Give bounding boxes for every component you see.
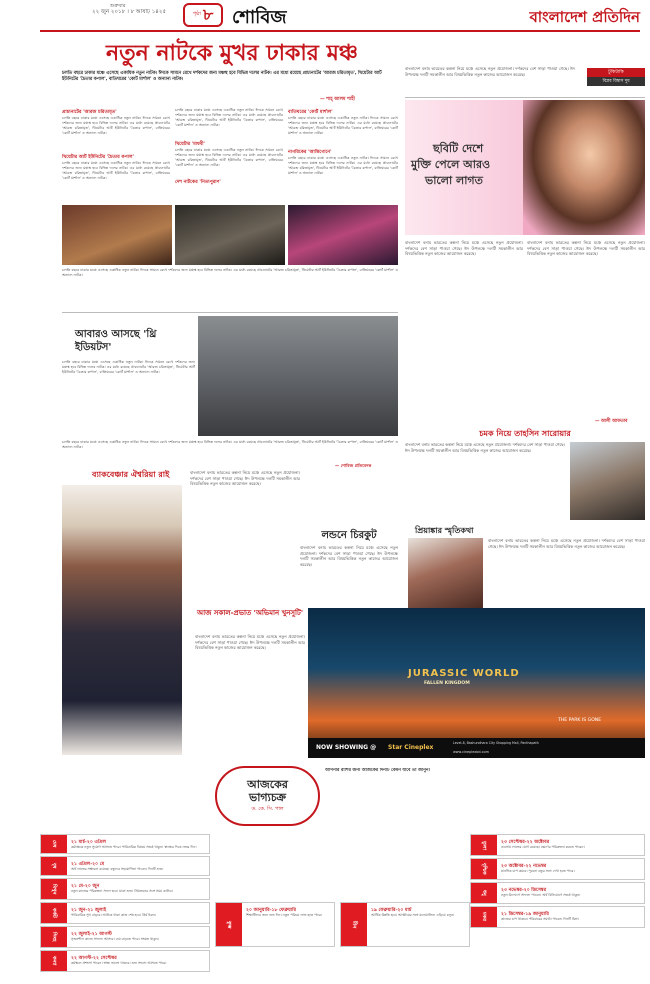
movie-subtitle: THE PARK IS GONE (558, 718, 602, 723)
venue: Star Cineplex (388, 744, 434, 751)
zodiac-cell (215, 902, 335, 947)
horoscope-title-box (215, 766, 320, 826)
page-label: পৃষ্ঠা (192, 11, 201, 17)
theatre-photo-2 (175, 205, 285, 265)
lead-sub-4: দেশ নাটকের 'নিত্যপুরাণ' (175, 180, 221, 185)
priyanka-headline: প্রিয়াঙ্কার স্মৃতিকথা (415, 526, 474, 535)
page-number: ৮ (202, 4, 214, 24)
zodiac-sign-date: ২১ জুন-২১ জুলাই (71, 908, 107, 913)
band-photo (198, 316, 398, 436)
aishwarya-text: বাংলাদেশ বনাম ভারতের কল্পনা নিয়ে মঞ্চে এসেছে নতুন প্রযোজনা। দর্শকদের বেশ সাড়া পাওয়া গেছে। ঈদ উপলক্ষে দলটি সমকালীন আর বিষয়ভিত্তিক নতুন কাজের আয়োজন করেছে। (190, 470, 300, 487)
zodiac-sign-date: ২১ মার্চ-২০ এপ্রিল (71, 840, 107, 845)
priyanka-photo (408, 538, 483, 608)
zodiac-sign-text: মানসিক চাপ কমবে। পুরনো বন্ধুর সঙ্গে দেখা হতে পারে। (501, 869, 575, 873)
zodiac-sign-text: পারিবারিক সুখ বাড়বে। আটকে থাকা কাজ শেষ হবে। ধৈর্য ধরুন। (71, 913, 157, 917)
priyanka-text: বাংলাদেশ বনাম ভারতের কল্পনা নিয়ে মঞ্চে এসেছে নতুন প্রযোজনা। দর্শকদের বেশ সাড়া পাওয়া গেছে। ঈদ উপলক্ষে দলটি সমকালীন আর বিষয়ভিত্তিক নতুন কাজের আয়োজন করেছে। (488, 538, 645, 549)
movie-ad (308, 608, 645, 758)
zodiac-sign-date: ২০ জানুয়ারি-১৮ ফেব্রুয়ারি (246, 908, 297, 913)
lead-col3-text: চলতি বছরে ঢাকার মঞ্চে এসেছে একাধিক নতুন নাটক। ঈদকে সামনে রেখে দর্শকদের জন্য মঞ্চস্থ হবে বিভিন্ন দলের নাটক। এর মধ্যে রয়েছে প্রাচ্যনাটের 'আরজ চরিতামৃত', থিয়েটার আর্ট ইউনিটের 'চৈতার কপাল', বাতিঘরের 'কোর্ট মার্শাল' ও অন্যান্য নাটক। (288, 116, 398, 135)
side-box-tag-title: বিপ্লব বিশ্বাস দুধ (587, 77, 645, 86)
zodiac-sign-date: ২১ মে-২০ জুন (71, 884, 100, 889)
lead-byline: — শাহ্ আলম শাহী (320, 97, 355, 102)
band-caption-text: চলতি বছরে ঢাকার মঞ্চে এসেছে একাধিক নতুন নাটক। ঈদকে সামনে রেখে দর্শকদের জন্য মঞ্চস্থ হবে বিভিন্ন দলের নাটক। এর মধ্যে রয়েছে প্রাচ্যনাটের 'আরজ চরিতামৃত', থিয়েটার আর্ট ইউনিটের 'চৈতার কপাল', বাতিঘরের 'কোর্ট মার্শাল' ও অন্যান্য নাটক। (62, 440, 398, 449)
horoscope-intro: আপনার রাশির জন্য আজকের দিনটি কেমন যাবে তা জানুন। (325, 768, 431, 773)
zodiac-sign-text: নতুন কাজের পরিকল্পনা সফল হবে। যাত্রা শুভ। প্রিয়জনের সঙ্গে সময় কাটবে। (71, 889, 173, 893)
theatre-caption-text: চলতি বছরে ঢাকার মঞ্চে এসেছে একাধিক নতুন নাটক। ঈদকে সামনে রেখে দর্শকদের জন্য মঞ্চস্থ হবে বিভিন্ন দলের নাটক। এর মধ্যে রয়েছে প্রাচ্যনাটের 'আরজ চরিতামৃত', থিয়েটার আর্ট ইউনিটের 'চৈতার কপাল', বাতিঘরের 'কোর্ট মার্শাল' ও অন্যান্য নাটক। (62, 268, 398, 277)
movie-tagline: FALLEN KINGDOM (424, 681, 470, 686)
zodiac-sign-date: ১৯ ফেব্রুয়ারি-২০ মার্চ (371, 908, 412, 913)
actress-photo (523, 100, 645, 235)
lead-column-2 (175, 108, 283, 208)
lead-sub-2: থিয়েটার আর্ট ইউনিটের 'চৈতার কপাল' (62, 155, 134, 160)
feature-headline-1: ছবিটি দেশে (433, 142, 484, 155)
horoscope-section (40, 764, 645, 979)
zodiac-cell (470, 858, 645, 880)
zodiac-sign-name: তুলা (471, 835, 497, 855)
zodiac-cell (40, 856, 210, 876)
zodiac-sign-text: কাজের চাপ থাকবে। পরিবারের সমর্থন পাবেন। দিনটি মিশ্র। (501, 917, 579, 921)
feature-col-2: বাংলাদেশ বনাম ভারতের কল্পনা নিয়ে মঞ্চে এসেছে নতুন প্রযোজনা। দর্শকদের বেশ সাড়া পাওয়া গেছে। ঈদ উপলক্ষে দলটি সমকালীন আর বিষয়ভিত্তিক নতুন কাজের আয়োজন করেছে। (527, 240, 645, 257)
aishwarya-photo (62, 485, 182, 755)
venue-address: Level-8, Bashundhara City Shopping Mall, Panthapath (453, 741, 539, 745)
zodiac-sign-name: মিথুন (41, 879, 67, 899)
lead-column-3 (288, 108, 398, 208)
zodiac-sign-name: বৃষ (41, 857, 67, 875)
masthead: বাংলাদেশ প্রতিদিন (529, 8, 640, 26)
three-idiots-headline: আবারও আসছে 'থ্রি ইডিয়টস' (75, 329, 157, 353)
zodiac-sign-date: ২৩ নভেম্বর-২০ ডিসেম্বর (501, 888, 547, 893)
zodiac-sign-date: ২১ এপ্রিল-২০ মে (71, 862, 105, 867)
zodiac-cell (470, 882, 645, 904)
aishwarya-headline: ব্যাকবেঞ্চার ঐশ্বরিয়া রাই (92, 470, 170, 479)
zodiac-cell (40, 926, 210, 948)
lead-col3-text-b: চলতি বছরে ঢাকার মঞ্চে এসেছে একাধিক নতুন নাটক। ঈদকে সামনে রেখে দর্শকদের জন্য মঞ্চস্থ হবে বিভিন্ন দলের নাটক। এর মধ্যে রয়েছে প্রাচ্যনাটের 'আরজ চরিতামৃত', থিয়েটার আর্ট ইউনিটের 'চৈতার কপাল', বাতিঘরের 'কোর্ট মার্শাল' ও অন্যান্য নাটক। (288, 156, 398, 175)
zodiac-sign-name: সিংহ (41, 927, 67, 947)
feature-headline-2: মুক্তি পেলে আরও (411, 158, 491, 171)
lead-sub-5: বাতিঘরের 'কোর্ট মার্শাল' (288, 110, 333, 115)
theatre-photo-1 (62, 205, 172, 265)
zodiac-sign-date: ২৩ অক্টোবর-২২ নভেম্বর (501, 864, 547, 869)
zodiac-sign-name: কন্যা (41, 951, 67, 971)
jurassic-text: বাংলাদেশ বনাম ভারতের কল্পনা নিয়ে মঞ্চে এসেছে নতুন প্রযোজনা। দর্শকদের বেশ সাড়া পাওয়া গেছে। ঈদ উপলক্ষে দলটি সমকালীন আর বিষয়ভিত্তিক নতুন কাজের আয়োজন করেছে। (195, 634, 305, 651)
lead-rule (62, 312, 398, 313)
side-box (405, 66, 645, 98)
zodiac-sign-date: ২২ আগস্ট-২২ সেপ্টেম্বর (71, 956, 117, 961)
page-number-box (183, 3, 223, 27)
horoscope-author: ড. কে. সি. পাল (251, 806, 284, 812)
zodiac-sign-name: ধনু (471, 883, 497, 903)
london-headline: লন্ডনে চিরকুট (321, 530, 377, 541)
zodiac-sign-name: মীন (341, 903, 367, 946)
zodiac-sign-text: আর্থিক উন্নতি হবে। আত্মীয়ের সঙ্গে মনোমালিন্য এড়িয়ে চলুন। (371, 913, 455, 917)
zodiac-sign-date: ২৩ সেপ্টেম্বর-২২ অক্টোবর (501, 840, 550, 845)
weekday: শুক্রবার (110, 3, 126, 9)
feature-byline: — আলী আফতাব (595, 419, 628, 424)
zodiac-cell (40, 834, 210, 854)
zodiac-sign-text: নতুন উদ্যোগে সাফল্য পাবেন। অর্থ বিনিয়োগে সতর্ক থাকুন। (501, 893, 581, 897)
side-box-text: বাংলাদেশ বনাম ভারতের কল্পনা নিয়ে মঞ্চে এসেছে নতুন প্রযোজনা। দর্শকদের বেশ সাড়া পাওয়া গেছে। ঈদ উপলক্ষে দলটি সমকালীন আর বিষয়ভিত্তিক নতুন কাজের আয়োজন করেছে। (405, 66, 575, 77)
lead-column-1 (62, 108, 170, 208)
ad-bottom-bar (308, 738, 645, 758)
movie-title: JURASSIC WORLD (408, 668, 520, 679)
zodiac-sign-name: কর্কট (41, 903, 67, 923)
lead-sub-1: প্রাচ্যনাটের 'আরজ চরিতামৃত' (62, 110, 117, 115)
zodiac-cell (40, 902, 210, 924)
lead-headline: নতুন নাটকে মুখর ঢাকার মঞ্চ (105, 41, 359, 66)
london-text: বাংলাদেশ বনাম ভারতের কল্পনা নিয়ে মঞ্চে এসেছে নতুন প্রযোজনা। দর্শকদের বেশ সাড়া পাওয়া গেছে। ঈদ উপলক্ষে দলটি সমকালীন আর বিষয়ভিত্তিক নতুন কাজের আয়োজন করেছে। (300, 545, 398, 567)
lead-col2-text-b: চলতি বছরে ঢাকার মঞ্চে এসেছে একাধিক নতুন নাটক। ঈদকে সামনে রেখে দর্শকদের জন্য মঞ্চস্থ হবে বিভিন্ন দলের নাটক। এর মধ্যে রয়েছে প্রাচ্যনাটের 'আরজ চরিতামৃত', থিয়েটার আর্ট ইউনিটের 'চৈতার কপাল', বাতিঘরের 'কোর্ট মার্শাল' ও অন্যান্য নাটক। (175, 148, 283, 167)
side-box-tag: টুকিটাকি (587, 68, 645, 77)
tahsan-text: বাংলাদেশ বনাম ভারতের কল্পনা নিয়ে মঞ্চে এসেছে নতুন প্রযোজনা। দর্শকদের বেশ সাড়া পাওয়া গেছে। ঈদ উপলক্ষে দলটি সমকালীন আর বিষয়ভিত্তিক নতুন কাজের আয়োজন করেছে। (405, 442, 565, 453)
header-rule (40, 30, 640, 32)
zodiac-sign-date: ২২ জুলাই-২১ আগস্ট (71, 932, 112, 937)
zodiac-cell (340, 902, 470, 947)
lead-col1-text: চলতি বছরে ঢাকার মঞ্চে এসেছে একাধিক নতুন নাটক। ঈদকে সামনে রেখে দর্শকদের জন্য মঞ্চস্থ হবে বিভিন্ন দলের নাটক। এর মধ্যে রয়েছে প্রাচ্যনাটের 'আরজ চরিতামৃত', থিয়েটার আর্ট ইউনিটের 'চৈতার কপাল', বাতিঘরের 'কোর্ট মার্শাল' ও অন্যান্য নাটক। (62, 116, 170, 135)
tahsan-headline: চমক নিয়ে তাহসিন সারোয়ার (479, 429, 571, 438)
tahsan-photo (570, 442, 645, 520)
zodiac-sign-text: কর্মক্ষেত্রে নতুন সুযোগ আসতে পারে। পারিবারিক বিষয়ে সতর্ক থাকুন। স্বাস্থ্যের দিকে নজর দিন। (71, 845, 197, 849)
lead-col1-text-b: চলতি বছরে ঢাকার মঞ্চে এসেছে একাধিক নতুন নাটক। ঈদকে সামনে রেখে দর্শকদের জন্য মঞ্চস্থ হবে বিভিন্ন দলের নাটক। এর মধ্যে রয়েছে প্রাচ্যনাটের 'আরজ চরিতামৃত', থিয়েটার আর্ট ইউনিটের 'চৈতার কপাল', বাতিঘরের 'কোর্ট মার্শাল' ও অন্যান্য নাটক। (62, 161, 170, 180)
feature-headline-3: ভালো লাগত (425, 174, 483, 187)
lead-sub-3: থিয়েটার 'মাধবী' (175, 142, 205, 147)
zodiac-sign-name: বৃশ্চিক (471, 859, 497, 879)
horoscope-title: আজকের ভাগ্যচক্র (247, 778, 288, 804)
zodiac-sign-text: কর্মস্থলে প্রশংসা পাবেন। স্বাস্থ্য ভালো থাকবে। শুভ সংবাদ আসতে পারে। (71, 961, 167, 965)
zodiac-sign-text: অর্থ লাভের সম্ভাবনা রয়েছে। বন্ধুদের সহযোগিতা পাবেন। দিনটি শুভ। (71, 867, 164, 871)
lead-sub-6: নাগরিকের 'আন্তিগোনে' (288, 150, 332, 155)
zodiac-cell (470, 906, 645, 928)
zodiac-cell (40, 950, 210, 972)
zodiac-grid (40, 834, 645, 974)
feature-col-1: বাংলাদেশ বনাম ভারতের কল্পনা নিয়ে মঞ্চে এসেছে নতুন প্রযোজনা। দর্শকদের বেশ সাড়া পাওয়া গেছে। ঈদ উপলক্ষে দলটি সমকালীন আর বিষয়ভিত্তিক নতুন কাজের আয়োজন করেছে। (405, 240, 523, 257)
lead-intro: চলতি বছরে ঢাকার মঞ্চে এসেছে একাধিক নতুন নাটক। ঈদকে সামনে রেখে দর্শকদের জন্য মঞ্চস্থ হবে বিভিন্ন দলের নাটক। এর মধ্যে রয়েছে প্রাচ্যনাটের 'আরজ চরিতামৃত', থিয়েটার আর্ট ইউনিটের 'চৈতার কপাল', বাতিঘরের 'কোর্ট মার্শাল' ও অন্যান্য নাটক। (62, 71, 382, 82)
date-line: ২২ জুন ২০১৮ । ৮ আষাঢ় ১৪২৫ (92, 9, 166, 15)
zodiac-sign-name: মেষ (41, 835, 67, 853)
section-title: শোবিজ (232, 7, 287, 28)
jurassic-headline: আজ সকাল-প্রভাত 'অভিমান খুনসুটি' (196, 609, 303, 617)
zodiac-sign-text: ব্যবসায় লাভের যোগ রয়েছে। ভ্রমণের পরিকল্পনা করতে পারেন। (501, 845, 585, 849)
zodiac-cell (40, 878, 210, 900)
three-idiots-text: চলতি বছরে ঢাকার মঞ্চে এসেছে একাধিক নতুন নাটক। ঈদকে সামনে রেখে দর্শকদের জন্য মঞ্চস্থ হবে বিভিন্ন দলের নাটক। এর মধ্যে রয়েছে প্রাচ্যনাটের 'আরজ চরিতামৃত', থিয়েটার আর্ট ইউনিটের 'চৈতার কপাল', বাতিঘরের 'কোর্ট মার্শাল' ও অন্যান্য নাটক। (62, 360, 195, 374)
zodiac-sign-name: কুম্ভ (216, 903, 242, 946)
zodiac-sign-name: মকর (471, 907, 497, 927)
now-showing: NOW SHOWING @ (316, 744, 377, 751)
feature-block (405, 100, 645, 235)
zodiac-sign-text: সৃজনশীল কাজে সাফল্য আসবে। ব্যয় বাড়তে পারে। সংযত থাকুন। (71, 937, 159, 941)
zodiac-sign-date: ২১ ডিসেম্বর-১৯ জানুয়ারি (501, 912, 549, 917)
theatre-photo-3 (288, 205, 398, 265)
zodiac-sign-text: শিক্ষার্থীদের জন্য শুভ দিন। নতুন পরিচয় লাভ হতে পারে। (246, 913, 322, 917)
lead-col2-text: চলতি বছরে ঢাকার মঞ্চে এসেছে একাধিক নতুন নাটক। ঈদকে সামনে রেখে দর্শকদের জন্য মঞ্চস্থ হবে বিভিন্ন দলের নাটক। এর মধ্যে রয়েছে প্রাচ্যনাটের 'আরজ চরিতামৃত', থিয়েটার আর্ট ইউনিটের 'চৈতার কপাল', বাতিঘরের 'কোর্ট মার্শাল' ও অন্যান্য নাটক। (175, 108, 283, 127)
zodiac-cell (470, 834, 645, 856)
booking-url: www.cineplexbd.com (453, 750, 489, 754)
band-byline: — শোবিজ প্রতিবেদক (335, 463, 372, 468)
